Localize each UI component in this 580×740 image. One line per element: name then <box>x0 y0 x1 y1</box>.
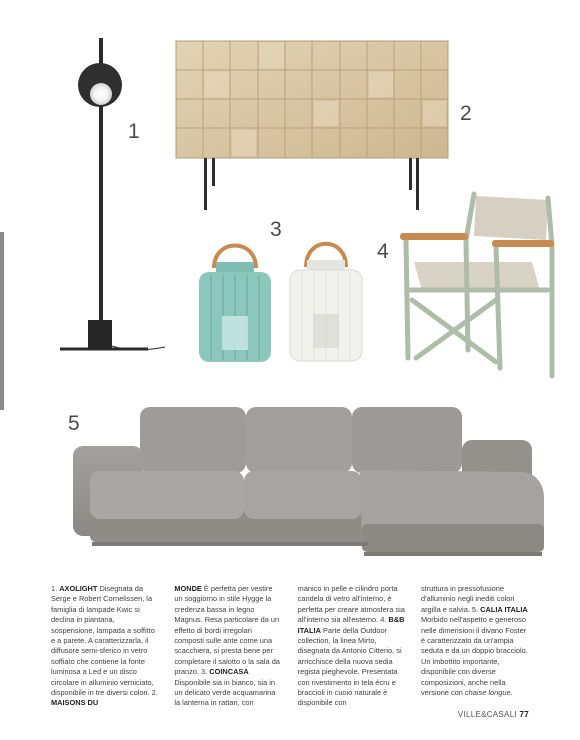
caption-text: struttura in pressofusione d'alluminio negli inediti colori argilla e salvia. <box>420 584 515 614</box>
brand-name: COINCASA <box>209 667 249 677</box>
sideboard-illustration <box>176 41 448 210</box>
caption-column-1 <box>51 584 159 709</box>
director-chair-illustration <box>400 194 554 376</box>
sofa-illustration <box>73 407 544 556</box>
page-folio <box>458 710 529 719</box>
caption-text: Disponibile sia in bianco, sia in un delicato verde acquamarina la lanterna in rattan, con <box>174 677 276 708</box>
caption-text: 1. <box>51 584 60 593</box>
caption-text: 2. <box>151 688 158 698</box>
brand-name: MONDE <box>174 584 202 593</box>
caption-column-2 <box>174 584 282 709</box>
caption-column-4 <box>421 584 529 709</box>
caption-text: 4. <box>380 615 389 625</box>
product-number-2: 2 <box>460 102 472 125</box>
brand-name: AXOLIGHT <box>59 584 98 593</box>
caption-text: . <box>510 688 513 698</box>
page-number: 77 <box>519 710 529 719</box>
brand-name: MAISONS DU <box>51 698 99 708</box>
product-number-5: 5 <box>68 412 80 435</box>
caption-text: Disegnata da Serge e Robert Cornelissen, la famiglia di lampade Kwic si declina in piantana, sospensione, lampada a soffitto e a parete. A caratterizzarla, il diffusore semi-sferico in vetro soffiato che contiene la fonte luminosa a Led e un disco circolare in alluminio verniciato, disponibile in tre diversi colori. <box>51 584 155 698</box>
caption-text: manico in pelle e cilindro porta candela di vetro all'interno, è perfetta per creare atmosfera sia all'interno sia all'esterno. <box>297 584 405 625</box>
caption-text: 3. <box>201 667 210 677</box>
caption-text: Morbido nell'aspetto e generoso nelle dimensioni il divano Foster è caratterizzato da un'ampia seduta e da un doppio bracciolo. Un imbottito importante, disponibile con diverse composizioni, anche nella versione con <box>420 615 528 698</box>
caption-text: 5. <box>471 604 481 614</box>
caption-text: È perfetta per vestire un soggiorno in stile Hygge la credenza bassa in legno Magnus. Resa particolare da un effetto di bordi irregolari composti sulle ante come una scacchiera, si presta bene per completare il salotto o la sala da pranzo. <box>174 584 280 677</box>
lanterns-illustration <box>199 244 362 362</box>
caption-text: Parte della Outdoor collection, la linea Mirto, disegnata da Antonio Citterio, si arricchisce della nuova sedia regista pieghevole. Presentata con rivestimento in tela écru e braccioli in cuoio naturale è disponibile con <box>297 625 402 708</box>
brand-name: B&B ITALIA <box>297 615 405 635</box>
magazine-name: VILLE&CASALI <box>457 710 517 719</box>
product-number-3: 3 <box>270 218 282 241</box>
product-number-1: 1 <box>128 120 140 143</box>
floor-lamp-illustration <box>60 38 165 350</box>
brand-name: CALIA ITALIA <box>480 604 528 614</box>
caption-italic: chaise longue <box>464 688 511 698</box>
caption-columns <box>51 584 529 709</box>
product-number-4: 4 <box>377 240 389 263</box>
caption-column-3 <box>298 584 406 709</box>
